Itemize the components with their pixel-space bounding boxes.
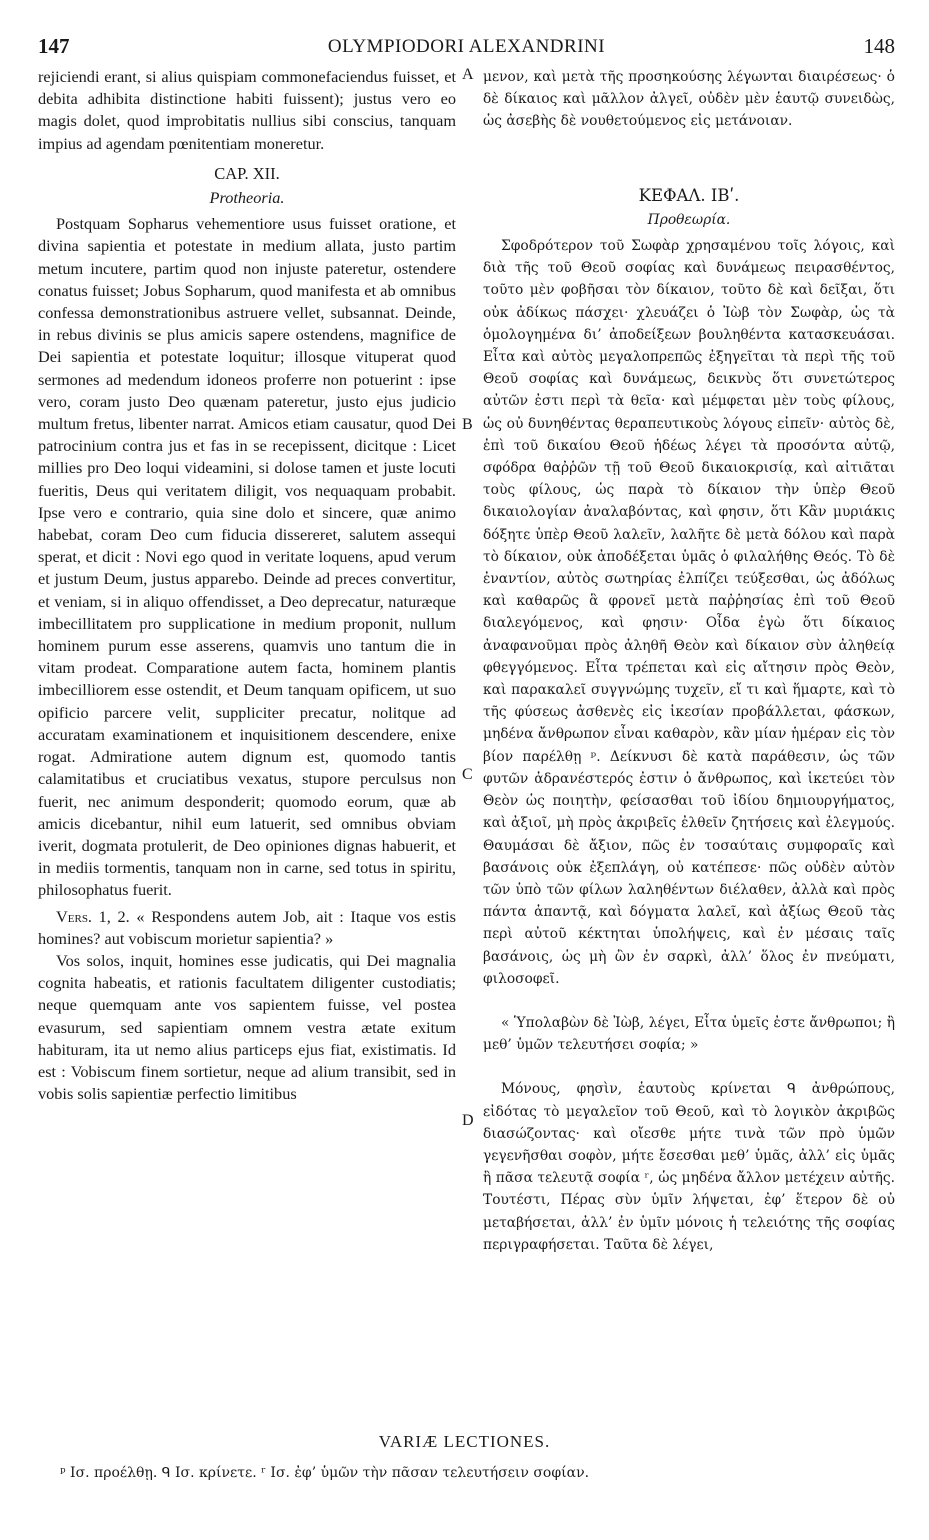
latin-verse-text: « Respondens autem Job, ait : Itaque vos estis homines? aut vobiscum morietur sapientia? » [38,906,456,948]
column-marker-b: B [462,416,473,433]
spacer [483,133,895,177]
running-title: OLYMPIODORI ALEXANDRINI [327,36,606,57]
greek-chapter-heading: ΚΕΦΑΛ. ΙΒʹ. [638,185,740,205]
latin-paragraph-1: rejiciendi erant, si alius quispiam commonefaciendus fuisset, et debita adhibita distinctione habiti fuissent); justus vero eo magis dolet, quod improbitatis nullius sibi conscius, tanquam impius ad agendam pœnitentiam moneretur. [38,67,456,153]
latin-paragraph-2: Postquam Sopharus vehementiore usus fuisset oratione, et divina sapientia et potestate in medium allata, justo partim metum incutere, partim quod non injuste pateretur, ostendere conatus fuisset; Jobus Sopharum, quod manifesta et ab omnibus confessa demonstrationibus astruere vellet, subsannat. Deinde, in rebus divinis se plus amicis sapere ostendens, magnifice de Dei sapientia et potestate loquitur; illosque vituperat quod sermones ad medendum idoneos proferre non potuerint : ipse vero, coram justo Deo quænam pateretur, justo ejus judicio multum fretus, libenter narrat. Amicos etiam causatur, quod Dei patrocinium contra jus et fas in se recepissent, dicitque : Licet millies pro Deo loqui videamini, si dolose tamen et juste locuti fueritis, Deus qui veritatem diligit, vos nequaquam probabit. Ipse vero e contrario, quia sine dolo et sincere, quæ animo habebat, coram Deo cum fiducia dissereret, salutem assequi sperat, et dicit : Novi ego quod in veritate loquens, apud verum et justum Deum, justus apparebo. Deinde ad preces convertitur, et veniam, si in aliquo offendisset, a Deo deprecatur, naturæque imbecillitatem pro supplicatione in medium proponit, nullum hominem purum esse asserens, quamvis uno tantum die in vitam prodeat. Comparatione autem facta, hominem plantis imbecilliorem esse ostendit, et Deum tanquam opificem, ut suo opificio parcere velit, suppliciter precatur, nolitque ad accuratam examinationem et inquisitionem descendere, enixe rogat. Admiratione autem dignum est, quomodo tantis calamitatibus et cruciatibus vexatus, stupore perculsus non fuerit, nec animum desponderit; quomodo eorum, quæ ab amicis dicebantur, nihil eum latuerit, sed omnibus obviam iverit, dogmata protulerit, de Deo opiniones dignas habuerit, et in mediis tormentis, tanquam non in carne, sed totus in spiritu, philosophatus fuerit. [38,214,456,900]
column-marker-c: C [462,766,473,783]
page-number-right: 148 [863,34,895,58]
spacer [483,1056,895,1078]
spacer [483,990,895,1012]
latin-verse [38,906,456,950]
greek-protheoria-heading: Προθεωρία. [647,211,731,228]
greek-paragraph-2: Σφοδρότερον τοῦ Σωφὰρ χρησαμένου τοῖς λόγοις, καὶ διὰ τῆς τοῦ Θεοῦ σοφίας καὶ δυνάμεως πειρασθέντος, τοῦτο μὲν φοβῆσαι τὸν δίκαιον, τοῦτο δὲ καὶ δεῖξαι, ὅτι οὐκ ἀδίκως πάσχει· χλευάζει ὁ Ἰὼβ τὸν Σωφὰρ, ὡς τὰ ὁμολογημένα δι’ ἀποδείξεων βουληθέντα κατασκευάσαι. Εἶτα καὶ αὐτὸς μεγαλοπρεπῶς ἐξηγεῖται τὰ περὶ τῆς τοῦ Θεοῦ σοφίας καὶ δυνάμεως, δεικνὺς ὅτι συνετώτερος αὐτῶν ἐστι περὶ τὰ θεῖα· καὶ μέμφεται μὲν τοὺς φίλους, ὡς οὐ δυνηθέντας θεραπευτικοὺς λόγους εἰπεῖν· αὐτὸς δὲ, ἐπὶ τοῦ δικαίου Θεοῦ ἡδέως λέγει τὰ προσόντα αὐτῷ, σφόδρα θαῤῥῶν τῇ τοῦ Θεοῦ δικαιοκρισίᾳ, καὶ αἰτιᾶται τοὺς φίλους, ὡς παρὰ τὸ δίκαιον τὴν ὑπὲρ Θεοῦ δικαιολογίαν ἀναλαβόντας, καὶ φησιν, ὅτι Κἂν μυριάκις δόξητε ὑπὲρ Θεοῦ λαλεῖν, λαλῆτε δὲ μετὰ δόλου καὶ παρὰ τὸ δίκαιον, οὐκ ἀποδέξεται ὑμᾶς ὁ φιλαλήθης Θεός. Τὸ δὲ ἐναντίον, αὐτὸς σωτηρίας ἐλπίζει τεύξεσθαι, ὡς ἀδόλως καὶ καθαρῶς ἃ φρονεῖ μετὰ παῤῥησίας ἐπὶ τοῦ Θεοῦ διαλεγόμενος, καὶ φησιν· Οἶδα ἐγὼ ὅτι δίκαιος ἀναφανοῦμαι πρὸς ἀληθῆ Θεὸν καὶ δίκαιον σὺν ἀληθείᾳ φθεγγόμενος. Εἶτα τρέπεται καὶ εἰς αἴτησιν πρὸς Θεὸν, καὶ παρακαλεῖ συγγνώμης τυχεῖν, εἴ τι καὶ ἥμαρτε, καὶ τὸ τῆς φύσεως ἀσθενὲς εἰς ἱκεσίαν προβάλλεται, φάσκων, μηδένα ἄνθρωπον εἶναι καθαρὸν, κἂν μίαν ἡμέραν εἰς τὸν βίον παρέλθῃ ᵖ. Δείκνυσι δὲ κατὰ παράθεσιν, ὡς τῶν φυτῶν ἀδρανέστερός ἐστιν ὁ ἄνθρωπος, καὶ ἱκετεύει τὸν Θεὸν ὡς ποιητὴν, φείσασθαι τοῦ ἰδίου δημιουργήματος, καὶ ἀξιοῖ, μὴ πρὸς ἀκριβεῖς ἐλθεῖν ζητήσεις καὶ ἐλεγμούς. Θαυμάσαι δὲ ἄξιον, πῶς ἐν τοσαύταις συμφοραῖς καὶ βασάνοις οὐκ ἐξεπλάγη, οὐ κατέπεσε· πῶς οὐδὲν αὐτὸν τῶν ὑπὸ τῶν φίλων λαληθέντων διέλαθεν, ἀλλὰ καὶ πρὸς πάντα ἀπαντᾷ, καὶ δόγματα λαλεῖ, καὶ ἀξίως Θεοῦ τὰς περὶ αὐτοῦ κέκτηται ὑπολήψεις, καὶ ἐν μέσαις ταῖς βασάνοις, ὡς μὴ ὢν ἐν σαρκὶ, ἀλλ’ ὅλος ἐν πνεύματι, φιλοσοφεῖ. [483,238,895,987]
greek-paragraph-3: Μόνους, φησὶν, ἑαυτοὺς κρίνεται ᑫ ἀνθρώπους, εἰδότας τὸ μεγαλεῖον τοῦ Θεοῦ, καὶ τὸ λογικὸν ἀκριβῶς διασώζοντας· καὶ οἴεσθε μήτε τινὰ τῶν πρὸ ὑμῶν γεγενῆσθαι σοφὸν, μήτε ἔσεσθαι μεθ’ ὑμᾶς, ἀλλ’ εἰς ὑμᾶς ἢ πᾶσα τελευτᾷ σοφία ʳ, ὡς μηδένα ἄλλον μετέχειν αὐτῆς. Τουτέστι, Πέρας σὺν ὑμῖν λήψεται, ἐφ’ ἕτερον δὲ οὐ μεταβήσεται, ἀλλ’ ἐν ὑμῖν μόνοις ἡ τελειότης τῆς σοφίας περιγραφήσεται. Ταῦτα δὲ λέγει, [483,1081,895,1253]
variae-lectiones-notes: ᵖ Ισ. προέλθῃ. ᑫ Ισ. κρίνετε. ʳ Ισ. ἐφ’ ὑμῶν τὴν πᾶσαν τελευτήσειν σοφίαν. [60,1465,590,1481]
latin-protheoria-heading: Protheoria. [209,188,285,208]
greek-column [483,66,895,1256]
latin-column [38,66,456,1105]
latin-paragraph-3: Vos solos, inquit, homines esse judicatis, qui Dei magnalia cognita habeatis, et rationis facultatem diligenter custodiatis; neque quemquam ante vos sapientem fuisse, vel postea evasurum, sed sapientiam omnem vestra ætate exitum habituram, ita ut nemo alius particeps ejus fiat, existimatis. Id est : Vobiscum finem sortietur, neque ad alium transibit, sed in vobis solis sapientiæ perfectio limitibus [38,950,456,1104]
running-header [38,34,895,64]
page-number-left: 147 [38,34,70,58]
greek-paragraph-1: μενον, καὶ μετὰ τῆς προσηκούσης λέγωνται διαιρέσεως· ὁ δὲ δίκαιος καὶ μᾶλλον ἀλγεῖ, οὐδὲν μὲν ἑαυτῷ συνειδὼς, ὡς ἀσεβὴς δὲ νουθετούμενος εἰς μετάνοιαν. [483,69,895,130]
greek-verse: « Ὑπολαβὼν δὲ Ἰὼβ, λέγει, Εἶτα ὑμεῖς ἐστε ἄνθρωποι; ἢ μεθ’ ὑμῶν τελευτήσει σοφία; » [483,1014,895,1054]
variae-lectiones-title: VARIÆ LECTIONES. [378,1432,551,1451]
latin-chapter-heading: CAP. XII. [214,163,280,183]
latin-verse-label: Vers. 1, 2. [56,906,130,926]
column-marker-a: A [462,66,474,83]
column-marker-d: D [462,1112,474,1129]
